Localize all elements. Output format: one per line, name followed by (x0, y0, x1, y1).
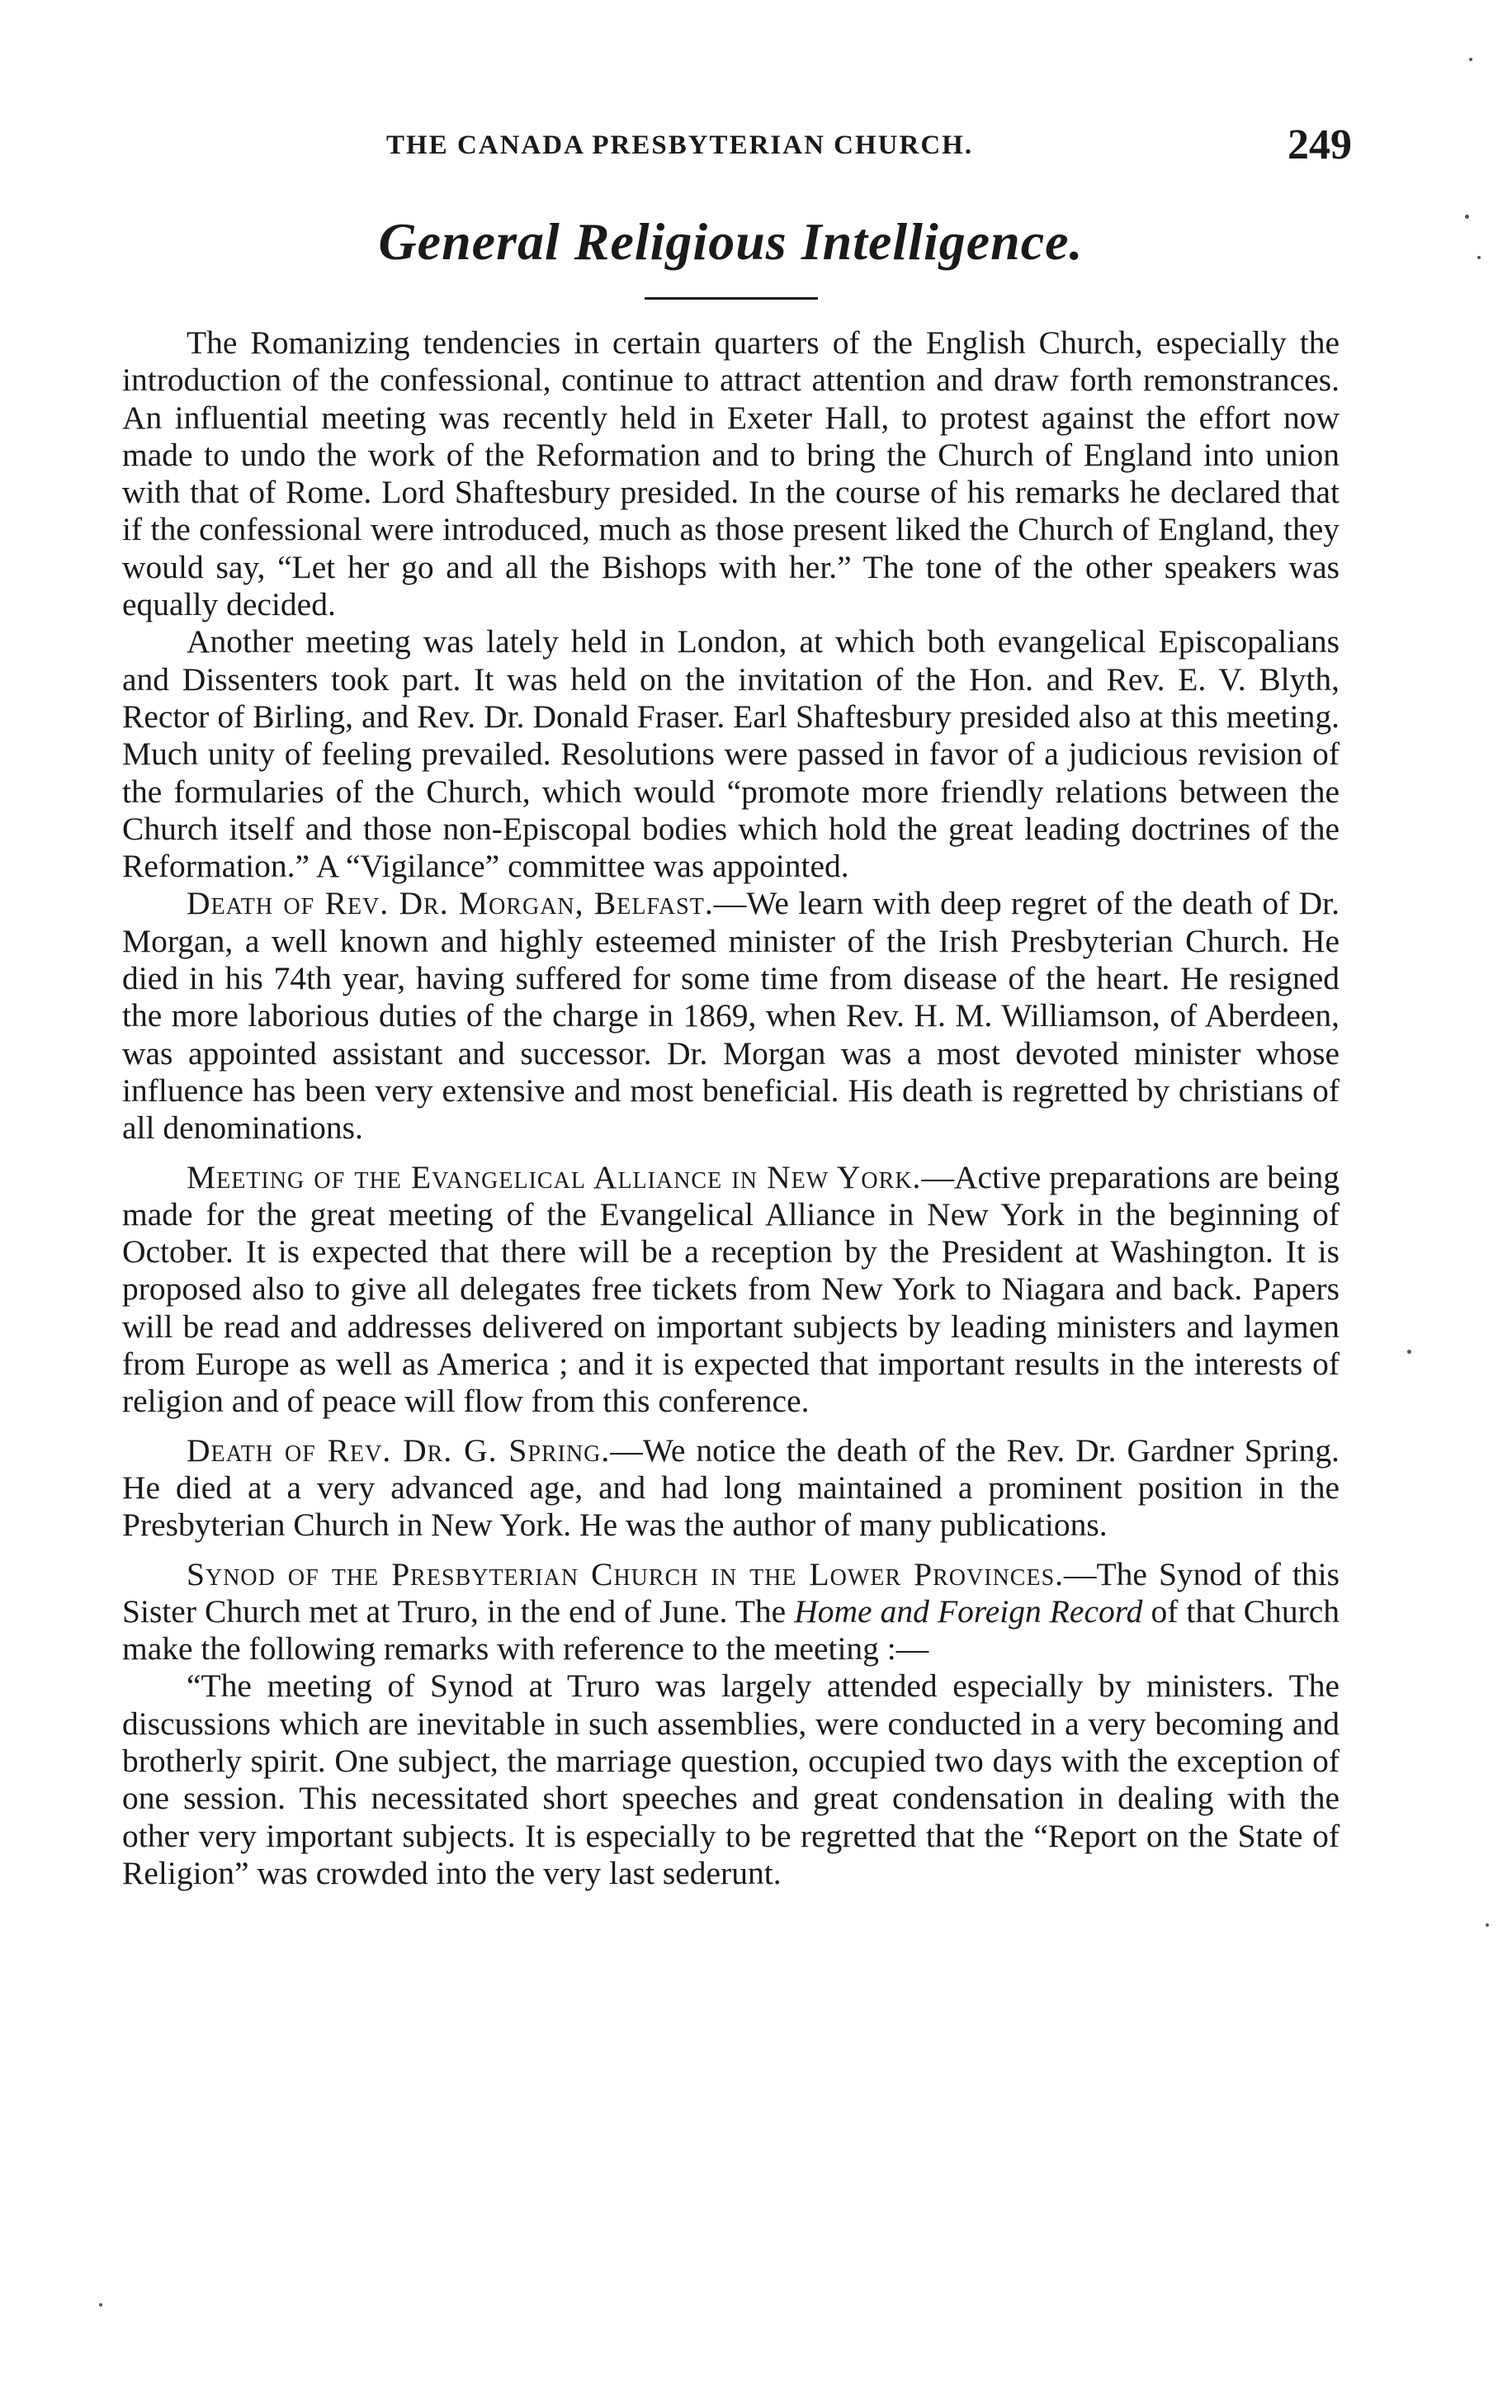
paragraph-text: Another meeting was lately held in London, at which both evangelical Episcopalians and Dissenters took part. It was held on the invitation of the Hon. and Rev. E. V. Blyth, Rector of Birling, and Rev. Dr. Donald Fraser. Earl Shaftesbury presided also at this meeting. Much unity of feeling prevailed. Resolutions were passed in favor of a judicious revision of the formularies of the Church, which would “promote more friendly relations between the Church itself and those non-Episcopal bodies which hold the great leading doctrines of the Reformation.” A “Vigilance” committee was appointed. (122, 623, 1340, 885)
paragraph-text: The Romanizing tendencies in certain quarters of the English Church, especially the introduction of the confessional, continue to attract attention and draw forth remonstrances. An influential meeting was recently held in Exeter Hall, to protest against the effort now made to undo the work of the Reformation and to bring the Church of England into union with that of Rome. Lord Shaftesbury presided. In the course of his remarks he declared that if the confessional were introduced, much as those present liked the Church of England, they would say, “Let her go and all the Bishops with her.” The tone of the other speakers was equally decided. (122, 324, 1340, 623)
article-body (122, 324, 1340, 1892)
page-number: 249 (1288, 121, 1352, 168)
publication-title: Home and Foreign Record (794, 1592, 1143, 1630)
paragraph-synod-lower-provinces (122, 1556, 1340, 1668)
running-title: THE CANADA PRESBYTERIAN CHURCH. (386, 130, 974, 160)
page (122, 121, 1352, 1892)
running-head (122, 121, 1352, 182)
scan-speck (1477, 256, 1481, 259)
paragraph-synod-quote (122, 1668, 1340, 1892)
scan-speck (1486, 1923, 1489, 1927)
scan-speck (1469, 58, 1472, 61)
paragraph-text: —The Synod of this Sister Church met at Truro, in the end of June. The (122, 1555, 1340, 1630)
paragraph-death-morgan (122, 885, 1340, 1147)
paragraph-london-meeting (122, 623, 1340, 885)
title-rule (645, 297, 818, 300)
scan-speck (99, 2303, 102, 2306)
scan-speck (1465, 215, 1469, 219)
paragraph-text: —We notice the death of the Rev. Dr. Gardner Spring. He died at a very advanced age, and had long maintained a prominent position in the Presbyterian Church in New York. He was the author of many publications. (122, 1431, 1340, 1544)
paragraph-text: —Active preparations are being made for the great meeting of the Evangelical Alliance in New York in the beginning of October. It is expected that there will be a reception by the President at Washington. It is proposed also to give all delegates free tickets from New York to Niagara and back. Papers will be read and addresses delivered on important subjects by leading ministers and laymen from Europe as well as America ; and it is expected that important results in the interests of religion and of peace will flow from this conference. (122, 1158, 1340, 1420)
section-title: General Religious Intelligence. (378, 212, 1084, 271)
paragraph-romanizing (122, 324, 1340, 623)
paragraph-evangelical-alliance (122, 1159, 1340, 1421)
paragraph-text: “The meeting of Synod at Truro was largely attended especially by ministers. The discussions which are inevitable in such assemblies, were conducted in a very becoming and brotherly spirit. One subject, the marriage question, occupied two days with the exception of one session. This necessitated short speeches and great condensation in dealing with the other very important subjects. It is especially to be regretted that the “Report on the State of Religion” was crowded into the very last sederunt. (122, 1668, 1340, 1891)
paragraph-text: of that Church make the following remarks with reference to the meeting :— (122, 1592, 1340, 1668)
paragraph-heading: Death of Rev. Dr. Morgan, Belfast. (187, 885, 714, 922)
paragraph-heading: Meeting of the Evangelical Alliance in New York. (187, 1158, 922, 1195)
paragraph-heading: Death of Rev. Dr. G. Spring. (187, 1431, 611, 1469)
scan-speck (1407, 1350, 1411, 1354)
paragraph-death-spring (122, 1432, 1340, 1545)
paragraph-heading: Synod of the Presbyterian Church in the Lower Provinces. (187, 1555, 1065, 1592)
paragraph-text: —We learn with deep regret of the death of Dr. Morgan, a well known and highly esteemed minister of the Irish Presbyterian Church. He died in his 74th year, having suffered for some time from disease of the heart. He resigned the more laborious duties of the charge in 1869, when Rev. H. M. Williamson, of Aberdeen, was appointed assistant and successor. Dr. Morgan was a most devoted minister whose influence has been very extensive and most beneficial. His death is regretted by christians of all denominations. (122, 885, 1340, 1147)
